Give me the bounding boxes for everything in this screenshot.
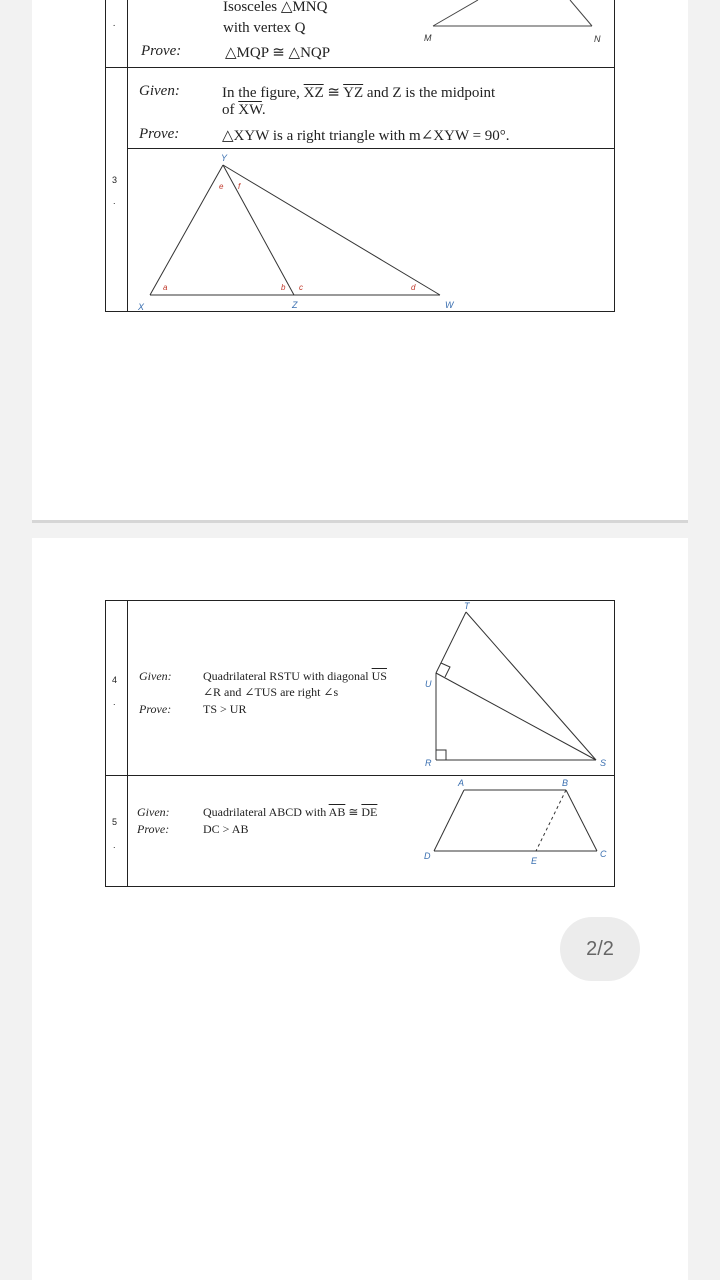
given-label: Given: (139, 669, 172, 683)
angle-label-f: f (238, 182, 241, 191)
label-b: B (562, 778, 569, 788)
given-text-line2: ∠R and ∠TUS are right ∠s (203, 685, 339, 699)
given-text-line1: Isosceles △MNQ (223, 0, 328, 15)
angle-label-d: d (411, 283, 416, 292)
angle-label-b: b (281, 283, 286, 292)
label-x: X (138, 302, 145, 312)
prove-text: DC > AB (203, 822, 249, 836)
problem-number-dot: . (113, 840, 116, 850)
label-n: N (594, 34, 601, 44)
problem-number-dot: . (113, 697, 116, 707)
problem-number: 3 (112, 175, 118, 185)
label-m: M (424, 33, 432, 43)
segment-xw: $\overline{XW}$ (238, 102, 262, 118)
given-text-part: of (222, 102, 239, 118)
prove-text: △MQP ≅ △NQP (225, 45, 331, 61)
problem-number: 4 (112, 675, 118, 685)
prove-label: Prove: (141, 43, 182, 59)
label-z: Z (292, 300, 298, 310)
given-text-part: In the figure, (222, 85, 304, 101)
given-text-part: Quadrilateral RSTU with diagonal (203, 669, 372, 683)
label-a: A (458, 778, 465, 788)
given-text-part: Quadrilateral ABCD with (203, 805, 329, 819)
label-w: W (445, 300, 454, 310)
segment-yz: $\overline{YZ}$ (343, 85, 364, 101)
problem-number: 5 (112, 817, 118, 827)
dashed-segment-be (536, 790, 566, 851)
label-c: C (600, 849, 607, 859)
angle-label-c: c (299, 283, 303, 292)
prove-text: TS > UR (203, 702, 247, 716)
label-r: R (425, 758, 432, 768)
segment-ab: $\overline{AB}$ (328, 805, 346, 819)
segment-xz: $\overline{XZ}$ (303, 85, 324, 101)
label-d: D (424, 851, 431, 861)
page-indicator: 2/2 (560, 917, 640, 981)
given-text-part: and Z is the midpoint (363, 85, 496, 101)
problem-number-dot: . (113, 18, 116, 28)
side-da (434, 790, 464, 851)
angle-label-a: a (163, 283, 168, 292)
problem-number-dot: . (113, 196, 116, 206)
given-label: Given: (137, 805, 170, 819)
label-u: U (425, 679, 432, 689)
congruent-symbol: ≅ (323, 85, 344, 101)
given-label: Given: (139, 83, 180, 99)
prove-label: Prove: (137, 822, 170, 836)
given-text-line2: with vertex Q (223, 20, 306, 36)
side-bc (566, 790, 597, 851)
label-s: S (600, 758, 607, 768)
segment-us: $\overline{US}$ (371, 669, 387, 683)
prove-label: Prove: (139, 126, 180, 142)
segment-de: $\overline{DE}$ (361, 805, 378, 819)
prove-label: Prove: (139, 702, 172, 716)
prove-text: △XYW is a right triangle with m∠XYW = 90°. (222, 128, 510, 144)
label-e: E (531, 856, 538, 866)
given-text-part: . (261, 102, 266, 118)
label-t: T (464, 601, 470, 611)
angle-label-e: e (219, 182, 224, 191)
label-y: Y (221, 153, 228, 163)
congruent-symbol: ≅ (345, 805, 362, 819)
